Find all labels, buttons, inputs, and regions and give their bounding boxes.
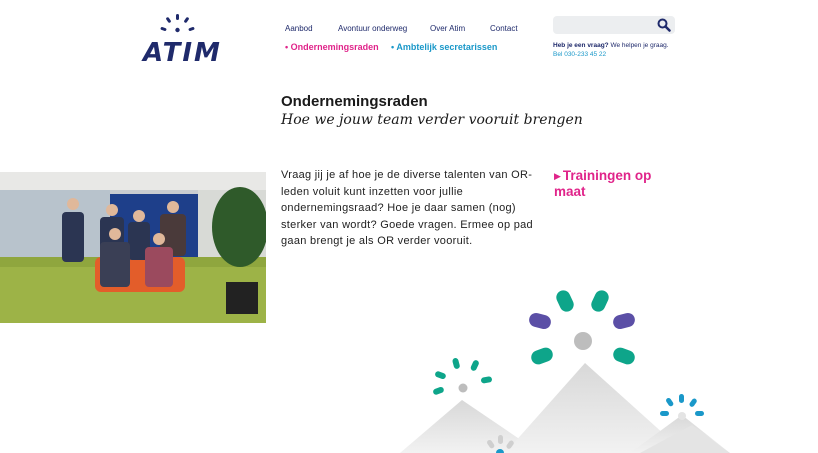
- intro-paragraph: Vraag jij je af hoe je de diverse talenten van OR-leden voluit kunt inzetten voor jullie ondernemingsraad? Hoe je daar samen (nog) sterker van wordt? Goede vragen. Ermee op pad gaan brengt je als OR verder vooruit.: [281, 169, 533, 247]
- search-icon[interactable]: [657, 18, 671, 32]
- big-sunburst-icon: [528, 288, 637, 366]
- phone-link[interactable]: Bel 030-233 45 22: [553, 51, 607, 58]
- nav-item-over-atim[interactable]: Over Atim: [430, 24, 466, 33]
- trainingen-op-maat-link[interactable]: ▶ Trainingen op maat: [554, 168, 652, 200]
- help-text: [553, 42, 669, 49]
- bullet-icon: •: [391, 42, 397, 52]
- mountains-illustration: [400, 285, 818, 453]
- nav-item-contact[interactable]: Contact: [490, 24, 518, 33]
- subnav-ondernemingsraden[interactable]: • Ondernemingsraden: [285, 42, 379, 52]
- triangle-right-icon: ▶: [554, 171, 561, 182]
- tiny-sunburst-icon: [660, 394, 704, 420]
- small-sunburst-icon: [432, 357, 492, 395]
- page-subtitle: Hoe we jouw team verder vooruit brengen: [281, 112, 583, 128]
- logo-text: ATIM: [143, 38, 222, 68]
- search-input[interactable]: [553, 16, 675, 34]
- sun-rays-icon: [143, 14, 215, 40]
- page-title: Ondernemingsraden: [281, 93, 428, 110]
- atim-logo[interactable]: [143, 14, 222, 68]
- help-question: Heb je een vraag?: [553, 42, 609, 49]
- nav-item-aanbod[interactable]: Aanbod: [285, 24, 313, 33]
- subnav-ambtelijk-secretarissen[interactable]: • Ambtelijk secretarissen: [391, 42, 498, 52]
- team-photo-illustration: [0, 172, 266, 323]
- nav-item-avontuur-onderweg[interactable]: Avontuur onderweg: [338, 24, 408, 33]
- help-subtext: We helpen je graag.: [610, 42, 669, 49]
- team-photo: [0, 172, 266, 323]
- bullet-icon: •: [285, 42, 291, 52]
